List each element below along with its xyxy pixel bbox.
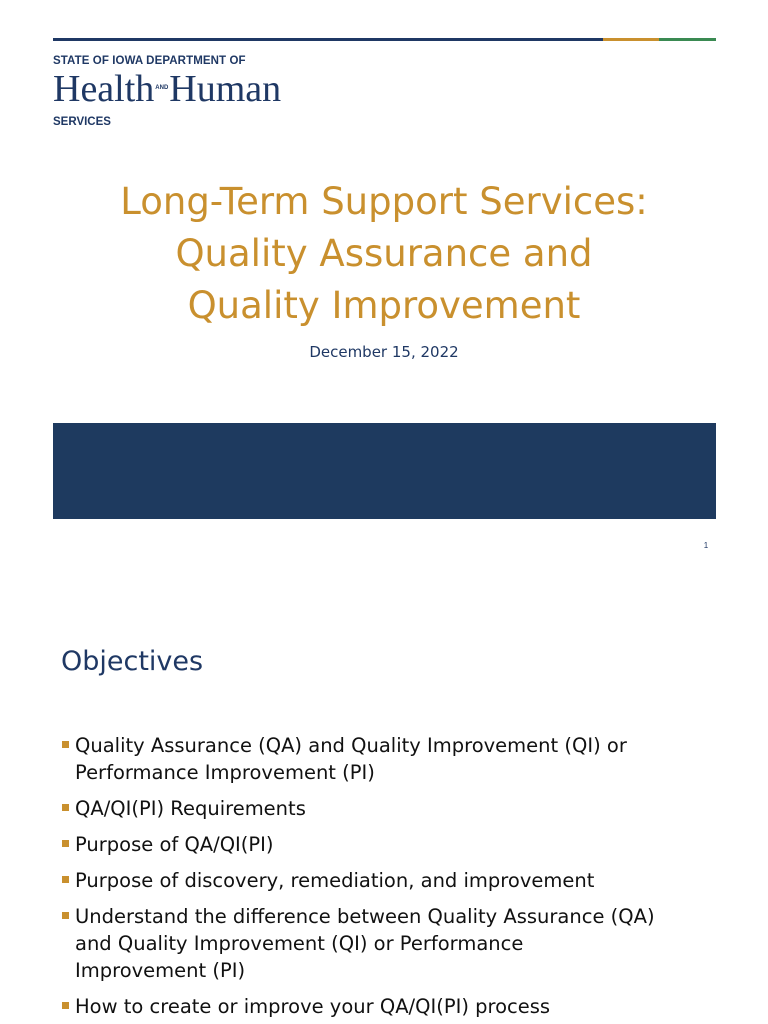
square-bullet-icon [62, 876, 69, 883]
navy-band [53, 423, 716, 519]
slide-title-line: Quality Assurance and [175, 232, 593, 275]
objective-bullet [61, 795, 721, 822]
top-rule-navy [53, 38, 603, 41]
objective-bullet-line: and Quality Improvement (QI) or Performance [75, 932, 524, 955]
square-bullet-icon [62, 804, 69, 811]
logo-bottom-line: SERVICES [53, 116, 111, 129]
square-bullet-icon [62, 912, 69, 919]
objective-bullet-line: Purpose of discovery, remediation, and improvement [75, 869, 595, 892]
objective-bullet-line: Improvement (PI) [75, 959, 246, 982]
slide-title-line: Quality Improvement [187, 284, 581, 327]
logo-word-and: AND [155, 85, 169, 92]
objective-bullet [61, 732, 721, 786]
objective-bullet-line: Understand the difference between Quality Assurance (QA) [75, 905, 655, 928]
objective-bullet-line: Performance Improvement (PI) [75, 761, 375, 784]
objective-bullet [61, 993, 721, 1020]
square-bullet-icon [62, 1002, 69, 1009]
presentation-date: December 15, 2022 [309, 343, 459, 361]
objective-bullet [61, 867, 721, 894]
top-rule-green [659, 38, 716, 41]
slide-title [0, 176, 768, 332]
objectives-heading: Objectives [61, 646, 204, 677]
objective-bullet-line: QA/QI(PI) Requirements [75, 797, 306, 820]
page-number: 1 [703, 541, 709, 550]
logo-wordmark [53, 70, 353, 111]
iowa-hhs-logo [53, 54, 353, 129]
objective-bullet-line: How to create or improve your QA/QI(PI) process [75, 995, 551, 1018]
objective-bullet-line: Purpose of QA/QI(PI) [75, 833, 274, 856]
top-rule-gold [603, 38, 659, 41]
square-bullet-icon [62, 840, 69, 847]
objective-bullet [61, 903, 721, 984]
logo-word-health: Health [53, 68, 155, 110]
objective-bullet [61, 831, 721, 858]
logo-top-line: STATE OF IOWA DEPARTMENT OF [53, 55, 246, 67]
objective-bullet-line: Quality Assurance (QA) and Quality Improvement (QI) or [75, 734, 627, 757]
slide-title-line: Long-Term Support Services: [120, 180, 648, 223]
objectives-slide [0, 580, 768, 1024]
logo-word-human: Human [169, 68, 282, 110]
square-bullet-icon [62, 741, 69, 748]
objectives-list [61, 732, 721, 1024]
